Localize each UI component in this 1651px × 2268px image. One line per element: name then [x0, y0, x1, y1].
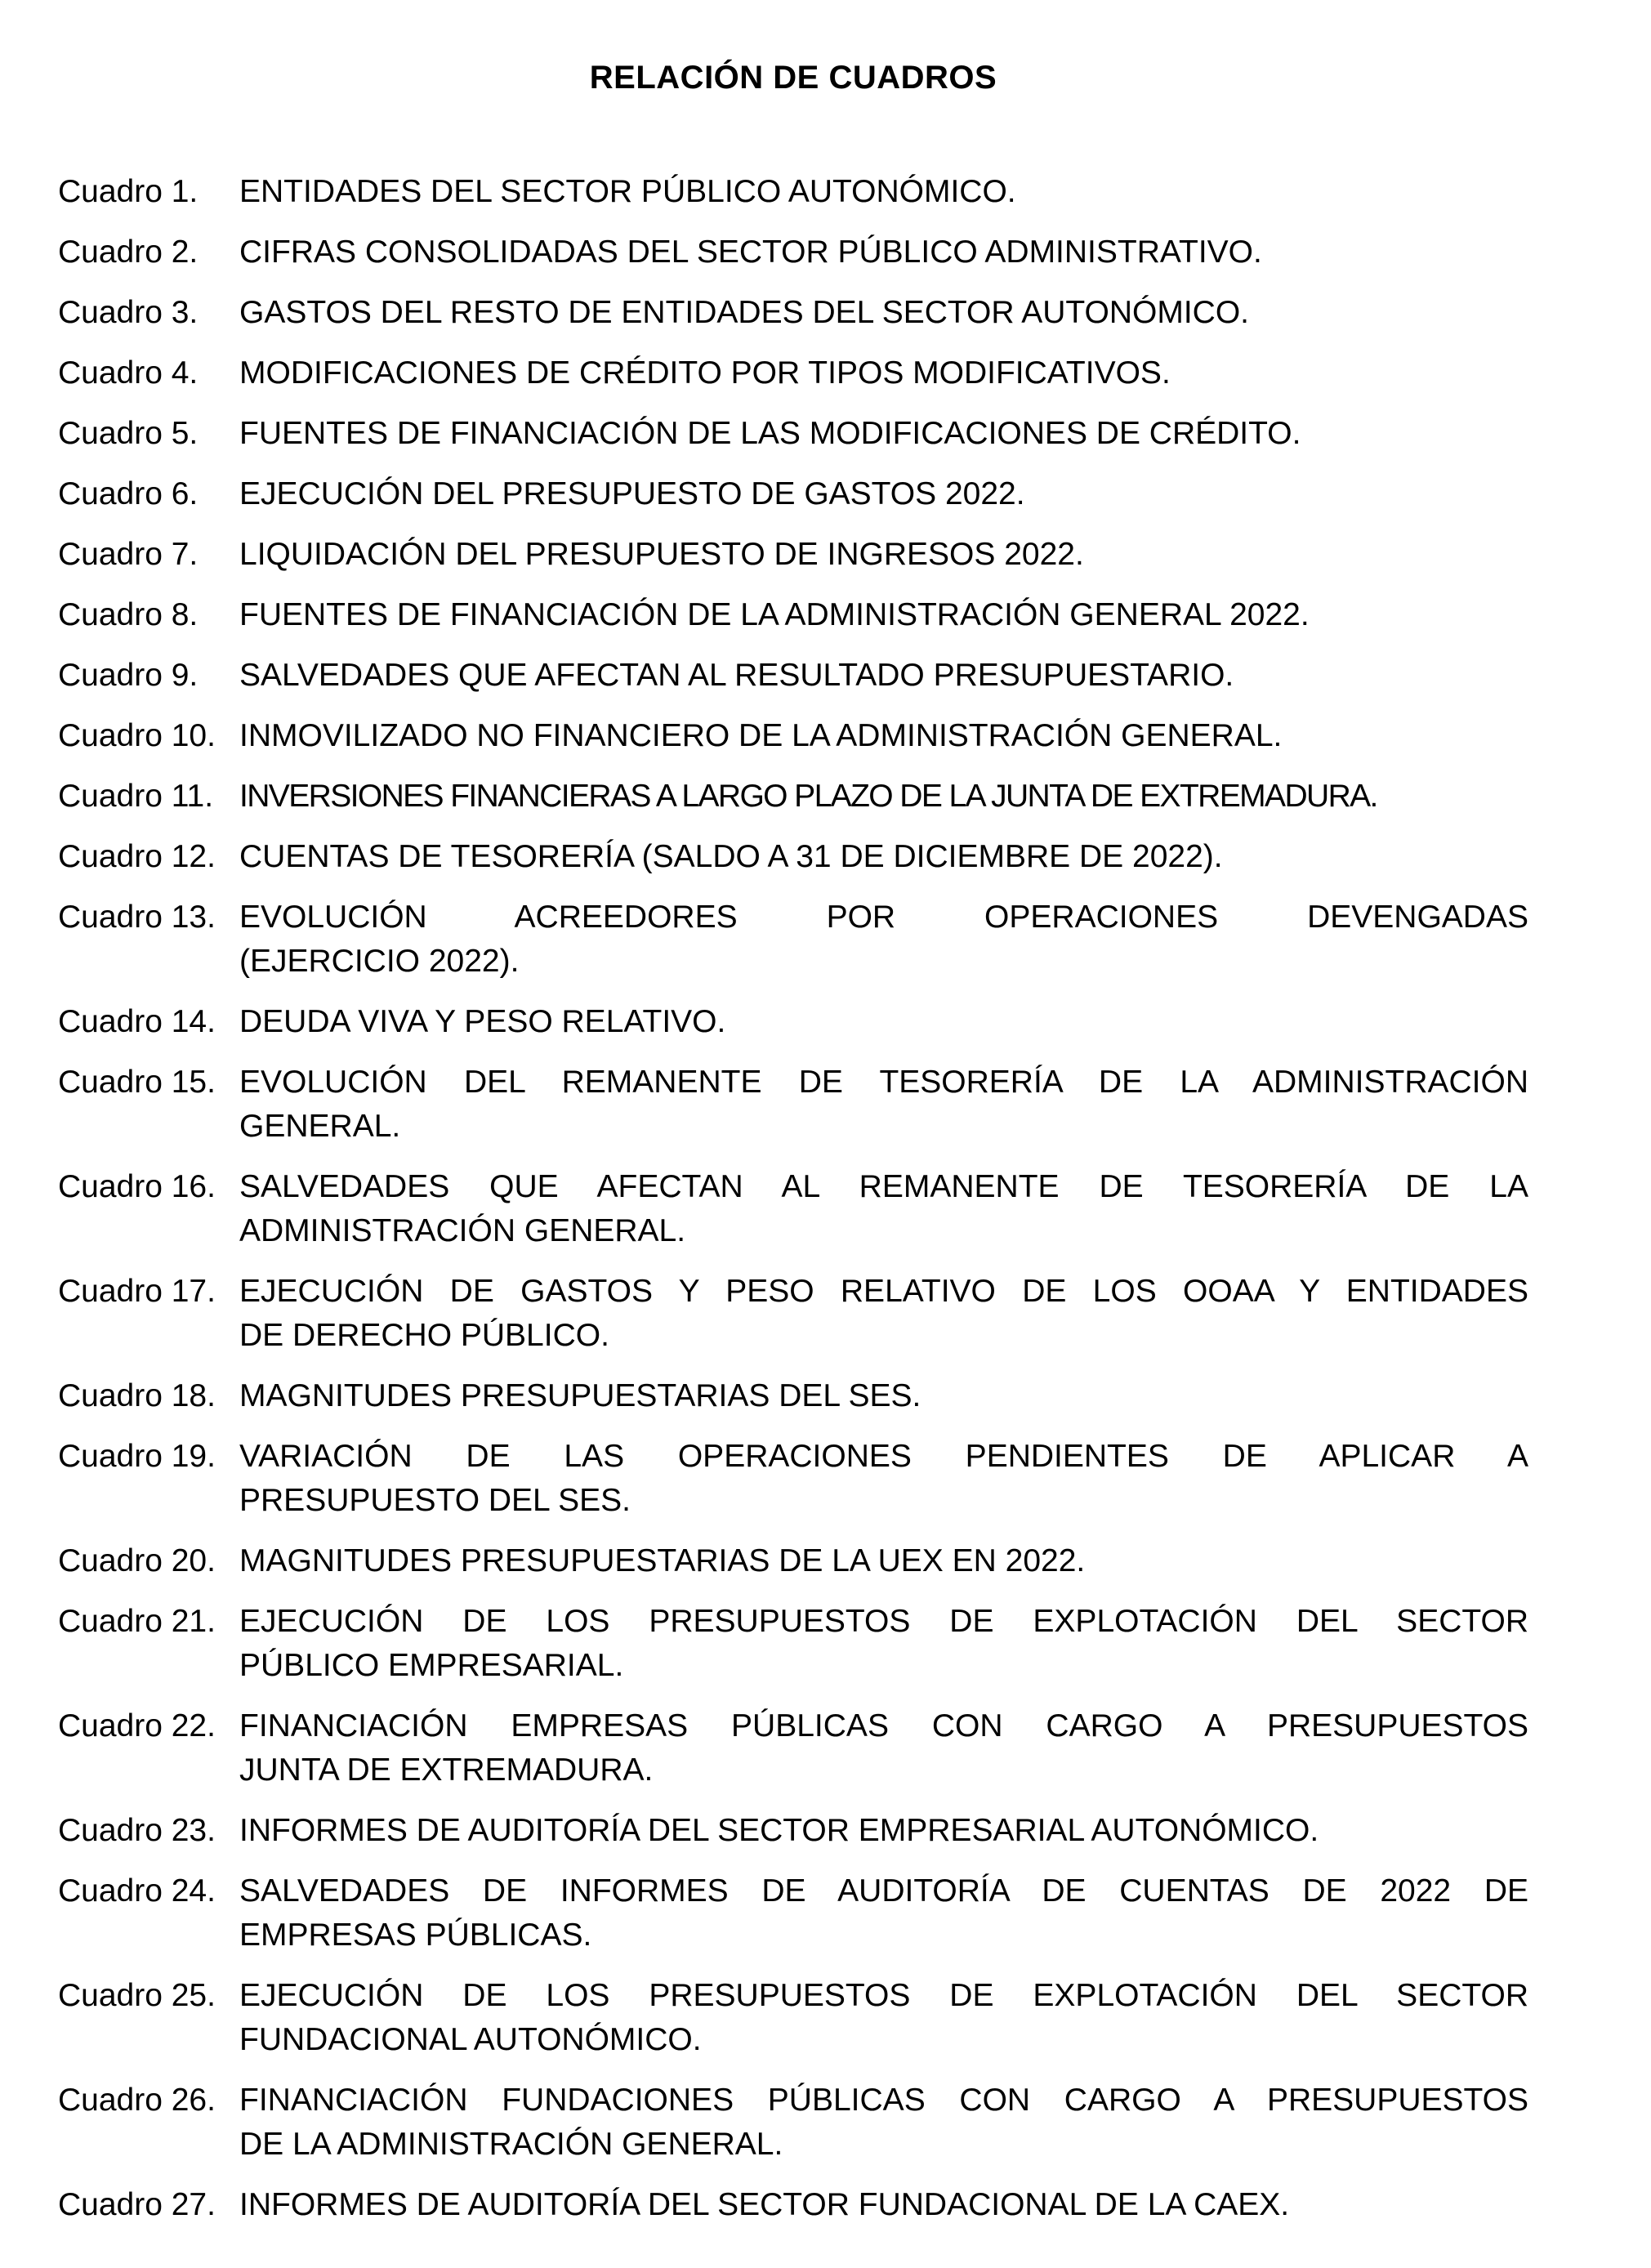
item-label: Cuadro 21. — [58, 1604, 216, 1639]
list-item — [58, 2183, 1528, 2227]
item-label: Cuadro 25. — [58, 1978, 216, 2013]
list-item — [58, 1974, 1528, 2062]
list-item — [58, 1704, 1528, 1793]
item-line: (EJERCICIO 2022). — [239, 944, 520, 979]
item-description — [239, 230, 1528, 275]
item-description — [239, 170, 1528, 214]
item-line: DE LA ADMINISTRACIÓN GENERAL. — [239, 2127, 783, 2162]
item-line: JUNTA DE EXTREMADURA. — [239, 1752, 654, 1788]
list-item — [58, 412, 1528, 456]
item-label: Cuadro 14. — [58, 1004, 216, 1039]
list-item — [58, 230, 1528, 275]
cuadros-list — [58, 170, 1528, 2227]
item-line: CIFRAS CONSOLIDADAS DEL SECTOR PÚBLICO ADMINISTRATIVO. — [239, 234, 1262, 270]
item-label: Cuadro 6. — [58, 476, 199, 511]
list-item — [58, 170, 1528, 214]
item-line: EJECUCIÓN DE LOS PRESUPUESTOS DE EXPLOTACIÓN DEL SECTOR — [239, 1978, 1528, 2013]
item-description — [239, 714, 1528, 758]
item-description — [239, 1704, 1528, 1793]
item-label: Cuadro 23. — [58, 1813, 216, 1848]
item-label: Cuadro 1. — [58, 174, 199, 209]
item-line: INFORMES DE AUDITORÍA DEL SECTOR EMPRESARIAL AUTONÓMICO. — [239, 1813, 1319, 1848]
list-item — [58, 895, 1528, 984]
item-description — [239, 351, 1528, 395]
item-label: Cuadro 16. — [58, 1169, 216, 1204]
item-description — [239, 835, 1528, 879]
list-item — [58, 1600, 1528, 1688]
list-item — [58, 291, 1528, 335]
item-line: FINANCIACIÓN EMPRESAS PÚBLICAS CON CARGO A PRESUPUESTOS — [239, 1708, 1528, 1743]
item-description — [239, 1435, 1528, 1523]
item-label: Cuadro 18. — [58, 1378, 216, 1413]
item-description — [239, 1000, 1528, 1044]
item-line: DE DERECHO PÚBLICO. — [239, 1318, 609, 1353]
item-description — [239, 895, 1528, 984]
item-label: Cuadro 5. — [58, 416, 199, 451]
item-label: Cuadro 15. — [58, 1065, 216, 1100]
item-line: EJECUCIÓN DEL PRESUPUESTO DE GASTOS 2022. — [239, 476, 1025, 511]
item-description — [239, 1600, 1528, 1688]
item-line: EJECUCIÓN DE LOS PRESUPUESTOS DE EXPLOTACIÓN DEL SECTOR — [239, 1604, 1528, 1639]
list-item — [58, 1270, 1528, 1358]
item-label: Cuadro 2. — [58, 234, 199, 270]
item-description — [239, 1374, 1528, 1418]
item-line: EMPRESAS PÚBLICAS. — [239, 1918, 592, 1953]
item-label: Cuadro 9. — [58, 658, 199, 693]
item-description — [239, 1060, 1528, 1149]
item-label: Cuadro 24. — [58, 1873, 216, 1909]
item-label: Cuadro 27. — [58, 2187, 216, 2222]
list-item — [58, 1374, 1528, 1418]
list-item — [58, 2078, 1528, 2167]
item-description — [239, 1869, 1528, 1958]
item-line: FUNDACIONAL AUTONÓMICO. — [239, 2022, 702, 2057]
item-line: ENTIDADES DEL SECTOR PÚBLICO AUTONÓMICO. — [239, 174, 1016, 209]
item-description — [239, 2183, 1528, 2227]
list-item — [58, 1060, 1528, 1149]
item-label: Cuadro 22. — [58, 1708, 216, 1743]
list-item — [58, 1435, 1528, 1523]
item-label: Cuadro 26. — [58, 2083, 216, 2118]
item-line: MAGNITUDES PRESUPUESTARIAS DE LA UEX EN 2022. — [239, 1543, 1086, 1578]
list-item — [58, 835, 1528, 879]
item-description — [239, 1270, 1528, 1358]
item-description — [239, 2078, 1528, 2167]
item-label: Cuadro 7. — [58, 537, 199, 572]
item-line: SALVEDADES QUE AFECTAN AL REMANENTE DE TESORERÍA DE LA — [239, 1169, 1528, 1204]
item-line: DEUDA VIVA Y PESO RELATIVO. — [239, 1004, 726, 1039]
item-line: SALVEDADES QUE AFECTAN AL RESULTADO PRESUPUESTARIO. — [239, 658, 1234, 693]
list-item — [58, 1165, 1528, 1253]
item-label: Cuadro 10. — [58, 718, 216, 753]
item-description — [239, 533, 1528, 577]
item-line: VARIACIÓN DE LAS OPERACIONES PENDIENTES DE APLICAR A — [239, 1439, 1528, 1474]
list-item — [58, 1869, 1528, 1958]
item-description — [239, 291, 1528, 335]
item-description — [239, 1539, 1528, 1583]
item-line: INVERSIONES FINANCIERAS A LARGO PLAZO DE LA JUNTA DE EXTREMADURA. — [239, 779, 1377, 814]
item-label: Cuadro 19. — [58, 1439, 216, 1474]
item-label: Cuadro 13. — [58, 900, 216, 935]
item-description — [239, 1165, 1528, 1253]
list-item — [58, 1000, 1528, 1044]
item-label: Cuadro 4. — [58, 355, 199, 391]
item-line: FINANCIACIÓN FUNDACIONES PÚBLICAS CON CARGO A PRESUPUESTOS — [239, 2083, 1528, 2118]
item-description — [239, 1809, 1528, 1853]
item-description — [239, 593, 1528, 637]
item-description — [239, 472, 1528, 516]
item-line: GENERAL. — [239, 1109, 401, 1144]
item-description — [239, 654, 1528, 698]
list-item — [58, 1539, 1528, 1583]
item-line: MAGNITUDES PRESUPUESTARIAS DEL SES. — [239, 1378, 921, 1413]
item-line: EVOLUCIÓN DEL REMANENTE DE TESORERÍA DE LA ADMINISTRACIÓN — [239, 1065, 1528, 1100]
item-line: MODIFICACIONES DE CRÉDITO POR TIPOS MODIFICATIVOS. — [239, 355, 1171, 391]
item-line: EVOLUCIÓN ACREEDORES POR OPERACIONES DEVENGADAS — [239, 900, 1528, 935]
item-line: PÚBLICO EMPRESARIAL. — [239, 1648, 624, 1683]
item-label: Cuadro 3. — [58, 295, 199, 330]
item-description — [239, 412, 1528, 456]
list-item — [58, 533, 1528, 577]
item-line: ADMINISTRACIÓN GENERAL. — [239, 1213, 686, 1248]
item-line: LIQUIDACIÓN DEL PRESUPUESTO DE INGRESOS 2022. — [239, 537, 1084, 572]
list-item — [58, 775, 1528, 819]
item-line: FUENTES DE FINANCIACIÓN DE LA ADMINISTRACIÓN GENERAL 2022. — [239, 597, 1310, 632]
list-item — [58, 472, 1528, 516]
page-title: RELACIÓN DE CUADROS — [589, 60, 997, 96]
item-description — [239, 1974, 1528, 2062]
item-line: FUENTES DE FINANCIACIÓN DE LAS MODIFICACIONES DE CRÉDITO. — [239, 416, 1301, 451]
item-label: Cuadro 17. — [58, 1274, 216, 1309]
item-label: Cuadro 20. — [58, 1543, 216, 1578]
list-item — [58, 1809, 1528, 1853]
item-line: EJECUCIÓN DE GASTOS Y PESO RELATIVO DE LOS OOAA Y ENTIDADES — [239, 1274, 1528, 1309]
item-label: Cuadro 11. — [58, 779, 214, 814]
item-line: SALVEDADES DE INFORMES DE AUDITORÍA DE CUENTAS DE 2022 DE — [239, 1873, 1528, 1909]
list-item — [58, 714, 1528, 758]
list-item — [58, 351, 1528, 395]
list-item — [58, 593, 1528, 637]
item-line: INFORMES DE AUDITORÍA DEL SECTOR FUNDACIONAL DE LA CAEX. — [239, 2187, 1290, 2222]
item-line: GASTOS DEL RESTO DE ENTIDADES DEL SECTOR AUTONÓMICO. — [239, 295, 1249, 330]
item-line: INMOVILIZADO NO FINANCIERO DE LA ADMINISTRACIÓN GENERAL. — [239, 718, 1283, 753]
item-label: Cuadro 12. — [58, 839, 216, 874]
list-item — [58, 654, 1528, 698]
item-description — [239, 775, 1528, 819]
item-line: CUENTAS DE TESORERÍA (SALDO A 31 DE DICIEMBRE DE 2022). — [239, 839, 1223, 874]
item-line: PRESUPUESTO DEL SES. — [239, 1483, 631, 1518]
item-label: Cuadro 8. — [58, 597, 199, 632]
